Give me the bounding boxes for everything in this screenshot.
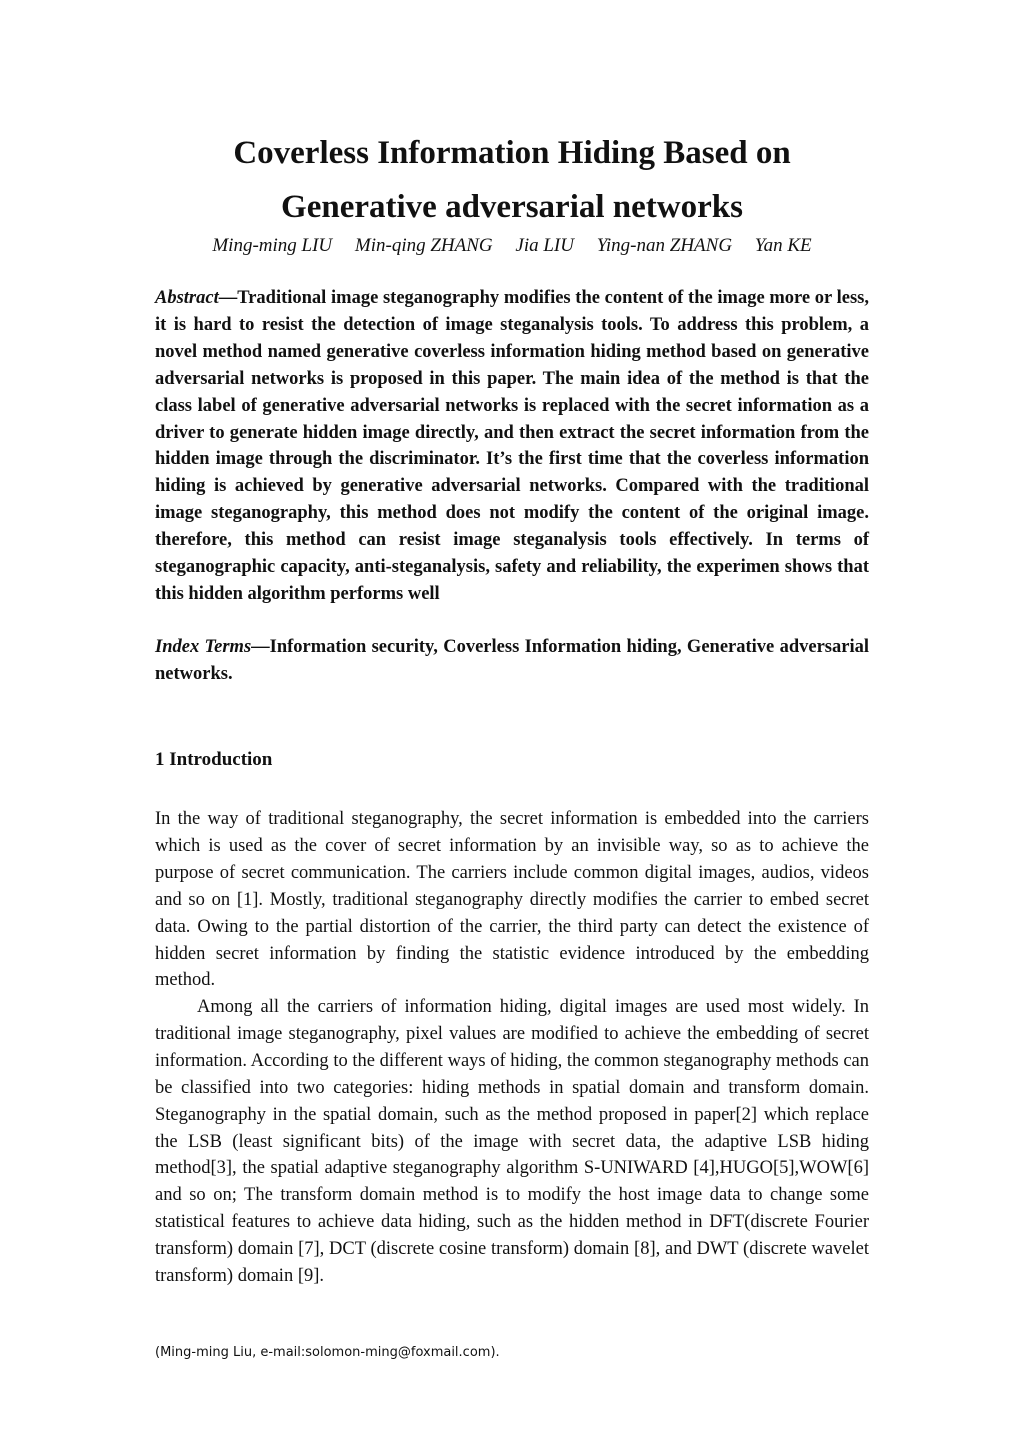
- footnote-contact: (Ming-ming Liu, e-mail:solomon-ming@foxmail.com).: [155, 1345, 500, 1360]
- body-paragraph: In the way of traditional steganography, the secret information is embedded into the carriers which is used as the cover of secret information by an invisible way, so as to achieve the purpose of secret communication. The carriers include common digital images, audios, videos and so on [1]. Mostly, traditional steganography directly modifies the carrier to embed secret data. Owing to the partial distortion of the carrier, the third party can detect the existence of hidden secret information by finding the statistic evidence introduced by the embedding method.: [155, 809, 869, 991]
- paper-title-line-2: Generative adversarial networks: [281, 189, 743, 225]
- abstract-label: Abstract: [155, 288, 219, 308]
- paper-title-line-1: Coverless Information Hiding Based on: [233, 135, 791, 171]
- author-list: [155, 233, 869, 259]
- index-terms-label: Index Terms: [155, 637, 252, 657]
- index-terms-dash: —: [251, 637, 270, 657]
- section-heading-introduction: 1 Introduction: [155, 749, 273, 770]
- author-name: Ying-nan ZHANG: [596, 235, 733, 256]
- author-name: Yan KE: [754, 235, 812, 256]
- abstract-text: Traditional image steganography modifies the content of the image more or less, it is hard to resist the detection of image steganalysis tools. To address this problem, a novel method named generative coverless information hiding method based on generative adversarial networks is proposed in this paper. The main idea of the method is that the class label of generative adversarial networks is replaced with the secret information as a driver to generate hidden image directly, and then extract the secret information from the hidden image through the discriminator. It’s the first time that the coverless information hiding is achieved by generative adversarial networks. Compared with the traditional image steganography, this method does not modify the content of the original image. therefore, this method can resist image steganalysis tools effectively. In terms of steganographic capacity, anti-steganalysis, safety and reliability, the experimen shows that this hidden algorithm performs well: [155, 288, 869, 604]
- index-terms-text: Information security, Coverless Information hiding, Generative adversarial networks.: [155, 637, 869, 684]
- abstract: [155, 285, 869, 608]
- body-paragraph: Among all the carriers of information hiding, digital images are used most widely. In traditional image steganography, pixel values are modified to achieve the embedding of secret information. According to the different ways of hiding, the common steganography methods can be classified into two categories: hiding methods in spatial domain and transform domain. Steganography in the spatial domain, such as the method proposed in paper[2] which replace the LSB (least significant bits) of the image with secret data, the adaptive LSB hiding method[3], the spatial adaptive steganography algorithm S-UNIWARD [4],HUGO[5],WOW[6] and so on; The transform domain method is to modify the host image data to change some statistical features to achieve data hiding, such as the hidden method in DFT(discrete Fourier transform) domain [7], DCT (discrete cosine transform) domain [8], and DWT (discrete wavelet transform) domain [9].: [155, 997, 869, 1287]
- author-name: Min-qing ZHANG: [354, 235, 493, 256]
- abstract-dash: —: [218, 288, 238, 308]
- author-name: Jia LIU: [515, 235, 574, 256]
- index-terms: [155, 634, 869, 688]
- author-name: Ming-ming LIU: [212, 235, 333, 256]
